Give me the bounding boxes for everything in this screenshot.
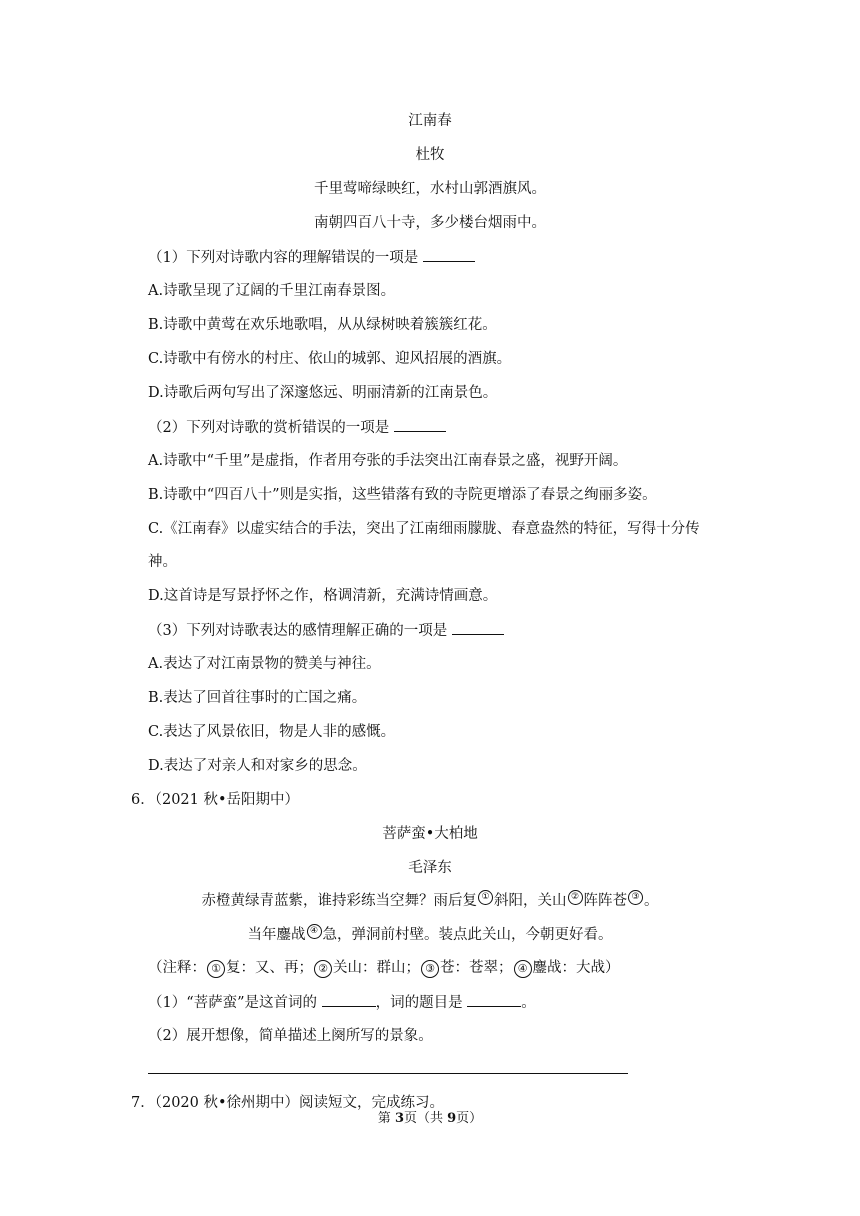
note-marker: ③ bbox=[421, 960, 439, 978]
option-c: C.《江南春》以虚实结合的手法，突出了江南细雨朦胧、春意盎然的特征，写得十分传 bbox=[148, 521, 700, 537]
question-stem bbox=[148, 247, 475, 268]
question-stem-text: （1）下列对诗歌内容的理解错误的一项是 bbox=[148, 250, 423, 266]
footer-text: 第 bbox=[377, 1111, 395, 1126]
note-marker: ③ bbox=[628, 890, 643, 905]
note-marker: ④ bbox=[514, 960, 532, 978]
question-header: 6．（2021 秋•岳阳期中） bbox=[131, 792, 300, 808]
answer-blank[interactable] bbox=[394, 417, 446, 432]
poem-author: 毛泽东 bbox=[408, 860, 452, 876]
annotation-text: 鏖战：大战） bbox=[532, 960, 620, 976]
question-stem-text: （2）下列对诗歌的赏析错误的一项是 bbox=[148, 420, 394, 436]
option-c: C.表达了风景依旧，物是人非的感慨。 bbox=[148, 724, 396, 740]
question-stem bbox=[148, 620, 504, 641]
note-marker: ② bbox=[568, 890, 583, 905]
option-b: B.诗歌中“四百八十”则是实指，这些错落有致的寺院更增添了春景之绚丽多姿。 bbox=[148, 487, 657, 503]
option-d: D.表达了对亲人和对家乡的思念。 bbox=[148, 758, 367, 774]
question-stem bbox=[148, 992, 536, 1013]
poem-line bbox=[0, 924, 860, 945]
poem-line: 千里莺啼绿映红，水村山郭酒旗风。 bbox=[314, 181, 546, 197]
poem-text: 阵阵苍 bbox=[583, 892, 627, 909]
page-total: 9 bbox=[447, 1111, 457, 1126]
question-stem: （2）展开想像，简单描述上阕所写的景象。 bbox=[148, 1028, 433, 1044]
footer-text: 页（共 bbox=[403, 1111, 448, 1126]
option-a: A.诗歌中“千里”是虚指，作者用夸张的手法突出江南春景之盛，视野开阔。 bbox=[148, 453, 628, 469]
question-stem bbox=[148, 417, 446, 438]
option-c: C.诗歌中有傍水的村庄、依山的城郭、迎风招展的酒旗。 bbox=[148, 351, 512, 367]
annotation bbox=[148, 958, 620, 978]
question-stem-text: （1）“菩萨蛮”是这首词的 bbox=[148, 995, 322, 1011]
option-c-continued: 神。 bbox=[148, 554, 177, 570]
answer-blank[interactable] bbox=[423, 247, 475, 262]
question-stem-text: （3）下列对诗歌表达的感情理解正确的一项是 bbox=[148, 623, 452, 639]
page-footer bbox=[0, 1109, 860, 1129]
note-marker: ① bbox=[207, 960, 225, 978]
option-b: B.表达了回首往事时的亡国之痛。 bbox=[148, 690, 367, 706]
page-number: 3 bbox=[394, 1111, 404, 1126]
annotation-text: 关山：群山； bbox=[333, 960, 420, 976]
poem-text: 。 bbox=[644, 892, 659, 909]
option-d: D.诗歌后两句写出了深邃悠远、明丽清新的江南景色。 bbox=[148, 385, 498, 401]
annotation-text: （注释： bbox=[148, 960, 206, 976]
option-a: A.诗歌呈现了辽阔的千里江南春景图。 bbox=[148, 283, 396, 299]
question-header: 7．（2020 秋•徐州期中）阅读短文，完成练习。 bbox=[131, 1095, 445, 1111]
annotation-text: 苍：苍翠； bbox=[440, 960, 513, 976]
note-marker: ① bbox=[478, 890, 493, 905]
option-a: A.表达了对江南景物的赞美与神往。 bbox=[148, 656, 381, 672]
option-b: B.诗歌中黄莺在欢乐地歌唱，从从绿树映着簇簇红花。 bbox=[148, 317, 497, 333]
option-d: D.这首诗是写景抒怀之作，格调清新，充满诗情画意。 bbox=[148, 588, 498, 604]
poem-title: 菩萨蛮•大柏地 bbox=[382, 826, 478, 842]
poem-text: 急，弹洞前村壁。装点此关山，今朝更好看。 bbox=[322, 926, 613, 943]
note-marker: ② bbox=[314, 960, 332, 978]
answer-blank[interactable] bbox=[322, 992, 376, 1007]
answer-line[interactable] bbox=[148, 1073, 628, 1074]
question-stem-text: 。 bbox=[521, 995, 536, 1011]
poem-title: 江南春 bbox=[408, 113, 452, 129]
answer-blank[interactable] bbox=[452, 620, 504, 635]
poem-text: 赤橙黄绿青蓝紫，谁持彩练当空舞？雨后复 bbox=[201, 892, 477, 909]
poem-line bbox=[0, 890, 860, 911]
footer-text: 页） bbox=[456, 1111, 483, 1126]
question-stem-text: ，词的题目是 bbox=[375, 995, 468, 1011]
note-marker: ④ bbox=[307, 924, 322, 939]
poem-text: 斜阳，关山 bbox=[494, 892, 567, 909]
poem-text: 当年鏖战 bbox=[247, 926, 306, 943]
poem-author: 杜牧 bbox=[415, 147, 445, 163]
poem-line: 南朝四百八十寺，多少楼台烟雨中。 bbox=[314, 215, 546, 231]
answer-blank[interactable] bbox=[467, 992, 521, 1007]
annotation-text: 复：又、再； bbox=[226, 960, 313, 976]
